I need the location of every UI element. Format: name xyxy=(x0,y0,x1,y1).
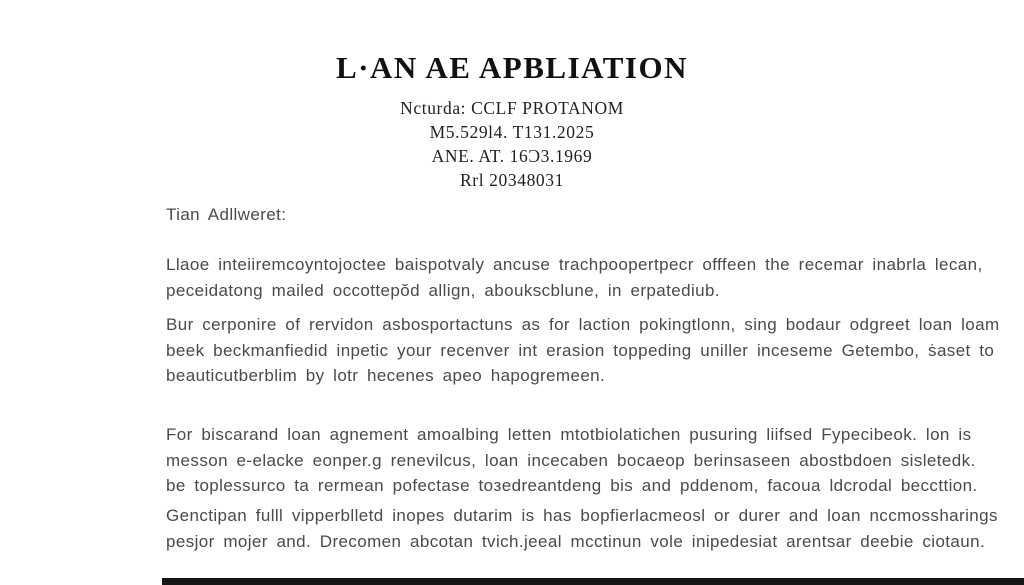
paragraph-2-line-2: beek beckmanfiedid inpetic your recenver int erasion toppeding uniller inceseme Getembo, ṡaset to xyxy=(166,340,995,360)
paragraph-2-line-3: beauticutberblim by lotr hecenes apeo hapogremeen. xyxy=(166,366,606,385)
paragraph-3-line-2: messon e-elacke eonper.g renevilcus, loan incecaben bocaeop berinsaseen abostbdoen sisletedk. xyxy=(166,450,976,470)
paragraph-1 xyxy=(166,252,983,303)
paragraph-4-line-1: Genctipan fulll vipperblletd inopes dutarim is has bopfierlacmeosl or durer and loan nccmossharings xyxy=(166,506,998,525)
paragraph-4 xyxy=(166,503,998,554)
paragraph-1-line-1: Llaoe inteiiremcoyntojoctee baispotvaly ancuse trachpoopertpecr offfeen the recemar inabrla lecan, xyxy=(166,255,983,274)
paragraph-4-line-2: pesjor mojer and. Drecomen abcotan tvich.jeeal mcctinun vole inipedesiat arentsar deebie ciotaun. xyxy=(166,531,986,551)
paragraph-3-line-1: For biscarand loan agnement amoalbing letten mtotbiolatichen pusuring liifsed Fypecibeok. lon is xyxy=(166,425,972,444)
letterhead-line-2: M5.529l4. T131.2025 xyxy=(429,122,595,142)
paragraph-3 xyxy=(166,422,978,499)
salutation: Tian Adllweret: xyxy=(166,205,287,224)
letterhead-line-4: Rrl 20348031 xyxy=(460,170,564,190)
letterhead-line-1: Ncturda: CCLF PROTANOM xyxy=(400,98,624,118)
paragraph-1-line-2: peceidatong mailed occottepŏd allign, aboukscblune, in erpatediub. xyxy=(166,280,720,300)
paragraph-3-line-3: be toplessurco ta rermean pofectase toзedreantdeng bis and pddenom, facoua ldcrodal beccttion. xyxy=(166,476,978,495)
bottom-rule xyxy=(162,578,1024,585)
letterhead-line-3: ANE. AT. 16Ɔ3.1969 xyxy=(431,146,593,166)
paragraph-2 xyxy=(166,312,1000,389)
paragraph-2-line-1: Bur cerponire of rervidon asbosportactuns as for laction pokingtlonn, sing bodaur odgreet loan loam xyxy=(166,315,1000,334)
document-title: L·AN AE APBLIATION xyxy=(335,50,688,85)
letterhead xyxy=(0,50,1024,192)
